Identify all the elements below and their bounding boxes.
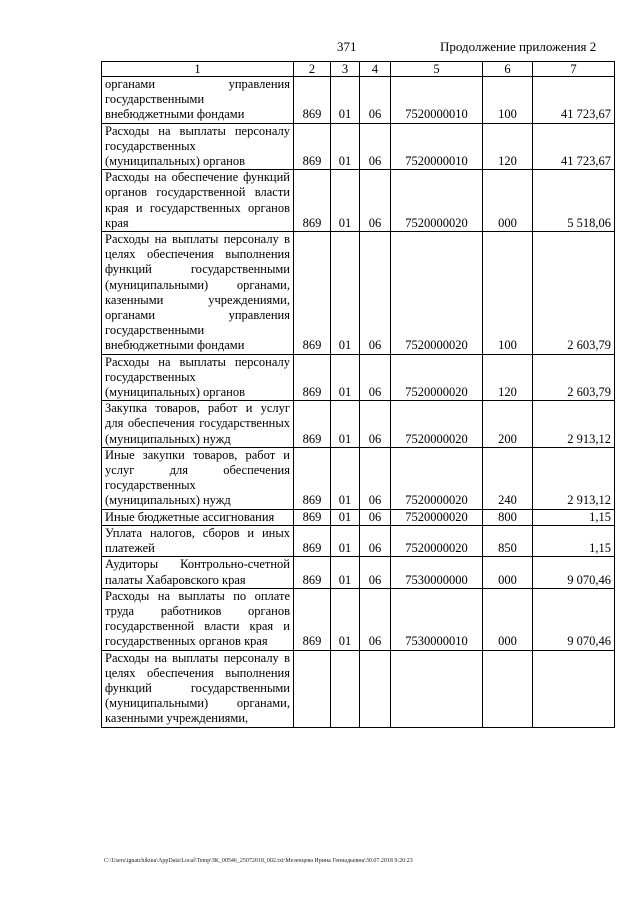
target-article-cell: 7520000020 bbox=[391, 170, 483, 232]
subsection-code-cell: 06 bbox=[360, 557, 391, 588]
expense-name-cell: Уплата налогов, сборов и иных платежей bbox=[102, 525, 294, 556]
column-header: 1 bbox=[102, 62, 294, 77]
column-header: 3 bbox=[331, 62, 360, 77]
ministry-code-cell: 869 bbox=[294, 123, 331, 170]
section-code-cell: 01 bbox=[331, 232, 360, 355]
expense-name-cell: Иные закупки товаров, работ и услуг для обеспечения государственных (муниципальных) нужд bbox=[102, 447, 294, 509]
target-article-cell: 7530000000 bbox=[391, 557, 483, 588]
target-article-cell: 7520000020 bbox=[391, 525, 483, 556]
ministry-code-cell: 869 bbox=[294, 401, 331, 448]
section-code-cell: 01 bbox=[331, 354, 360, 401]
table-row bbox=[102, 354, 615, 401]
section-code-cell: 01 bbox=[331, 77, 360, 124]
page-caption: Продолжение приложения 2 bbox=[440, 39, 597, 54]
amount-cell: 1,15 bbox=[533, 525, 615, 556]
expense-name-cell: Закупка товаров, работ и услуг для обеспечения государственных (муниципальных) нужд bbox=[102, 401, 294, 448]
table-row bbox=[102, 650, 615, 727]
ministry-code-cell: 869 bbox=[294, 354, 331, 401]
subsection-code-cell: 06 bbox=[360, 401, 391, 448]
expense-type-cell: 120 bbox=[483, 123, 533, 170]
expense-type-cell: 100 bbox=[483, 77, 533, 124]
target-article-cell: 7520000020 bbox=[391, 232, 483, 355]
subsection-code-cell: 06 bbox=[360, 123, 391, 170]
expense-type-cell: 000 bbox=[483, 170, 533, 232]
expense-name-cell: Расходы на выплаты персоналу в целях обеспечения выполнения функций государственными (муниципальными) органами, казенными учреждениями, органами управления государственными внебюджетными фондами bbox=[102, 232, 294, 355]
target-article-cell: 7530000010 bbox=[391, 588, 483, 650]
section-code-cell: 01 bbox=[331, 509, 360, 525]
expense-name-cell: Иные бюджетные ассигнования bbox=[102, 509, 294, 525]
budget-table bbox=[101, 61, 615, 728]
subsection-code-cell: 06 bbox=[360, 447, 391, 509]
expense-name-cell: органами управления государственными внебюджетными фондами bbox=[102, 77, 294, 124]
expense-name-cell: Расходы на выплаты персоналу в целях обеспечения выполнения функций государственными (муниципальными) органами, казенными учреждениями, bbox=[102, 650, 294, 727]
target-article-cell bbox=[391, 650, 483, 727]
column-header: 2 bbox=[294, 62, 331, 77]
ministry-code-cell: 869 bbox=[294, 232, 331, 355]
page-number: 371 bbox=[337, 39, 357, 54]
ministry-code-cell: 869 bbox=[294, 77, 331, 124]
table-row bbox=[102, 170, 615, 232]
expense-type-cell: 100 bbox=[483, 232, 533, 355]
section-code-cell: 01 bbox=[331, 447, 360, 509]
footer-file-path: C:\Users\ignatchikina\AppData\Local\Temp\ЗК_00546_25072018_002.txt\Мезенцева Ирина Геннадьевна\30.07.2018 9:20:23 bbox=[104, 858, 413, 864]
subsection-code-cell: 06 bbox=[360, 232, 391, 355]
table-row bbox=[102, 525, 615, 556]
ministry-code-cell: 869 bbox=[294, 557, 331, 588]
section-code-cell: 01 bbox=[331, 525, 360, 556]
target-article-cell: 7520000010 bbox=[391, 123, 483, 170]
amount-cell: 9 070,46 bbox=[533, 588, 615, 650]
expense-type-cell bbox=[483, 650, 533, 727]
section-code-cell: 01 bbox=[331, 401, 360, 448]
expense-type-cell: 000 bbox=[483, 557, 533, 588]
section-code-cell: 01 bbox=[331, 170, 360, 232]
expense-name-cell: Расходы на выплаты персоналу государственных (муниципальных) органов bbox=[102, 123, 294, 170]
expense-name-cell: Расходы на выплаты персоналу государственных (муниципальных) органов bbox=[102, 354, 294, 401]
section-code-cell: 01 bbox=[331, 123, 360, 170]
amount-cell: 2 603,79 bbox=[533, 354, 615, 401]
table-row bbox=[102, 77, 615, 124]
expense-type-cell: 000 bbox=[483, 588, 533, 650]
amount-cell: 2 913,12 bbox=[533, 401, 615, 448]
ministry-code-cell: 869 bbox=[294, 525, 331, 556]
target-article-cell: 7520000020 bbox=[391, 354, 483, 401]
column-header: 5 bbox=[391, 62, 483, 77]
expense-name-cell: Расходы на выплаты по оплате труда работников органов государственной власти края и государственных органов края bbox=[102, 588, 294, 650]
amount-cell: 5 518,06 bbox=[533, 170, 615, 232]
amount-cell: 41 723,67 bbox=[533, 123, 615, 170]
header-row bbox=[102, 62, 615, 77]
table-row bbox=[102, 232, 615, 355]
subsection-code-cell bbox=[360, 650, 391, 727]
ministry-code-cell: 869 bbox=[294, 170, 331, 232]
column-header: 7 bbox=[533, 62, 615, 77]
table-row bbox=[102, 401, 615, 448]
ministry-code-cell bbox=[294, 650, 331, 727]
table-row bbox=[102, 509, 615, 525]
amount-cell: 2 603,79 bbox=[533, 232, 615, 355]
target-article-cell: 7520000020 bbox=[391, 401, 483, 448]
subsection-code-cell: 06 bbox=[360, 509, 391, 525]
table-row bbox=[102, 588, 615, 650]
expense-type-cell: 800 bbox=[483, 509, 533, 525]
table-body bbox=[102, 77, 615, 728]
column-header: 6 bbox=[483, 62, 533, 77]
expense-type-cell: 240 bbox=[483, 447, 533, 509]
amount-cell: 2 913,12 bbox=[533, 447, 615, 509]
subsection-code-cell: 06 bbox=[360, 588, 391, 650]
section-code-cell: 01 bbox=[331, 557, 360, 588]
ministry-code-cell: 869 bbox=[294, 447, 331, 509]
target-article-cell: 7520000010 bbox=[391, 77, 483, 124]
amount-cell bbox=[533, 650, 615, 727]
amount-cell: 1,15 bbox=[533, 509, 615, 525]
expense-type-cell: 850 bbox=[483, 525, 533, 556]
amount-cell: 9 070,46 bbox=[533, 557, 615, 588]
subsection-code-cell: 06 bbox=[360, 170, 391, 232]
table-row bbox=[102, 123, 615, 170]
expense-type-cell: 200 bbox=[483, 401, 533, 448]
subsection-code-cell: 06 bbox=[360, 354, 391, 401]
table-header bbox=[102, 62, 615, 77]
subsection-code-cell: 06 bbox=[360, 77, 391, 124]
expense-type-cell: 120 bbox=[483, 354, 533, 401]
table-row bbox=[102, 447, 615, 509]
target-article-cell: 7520000020 bbox=[391, 509, 483, 525]
expense-name-cell: Расходы на обеспечение функций органов государственной власти края и государственных органов края bbox=[102, 170, 294, 232]
subsection-code-cell: 06 bbox=[360, 525, 391, 556]
section-code-cell bbox=[331, 650, 360, 727]
table-row bbox=[102, 557, 615, 588]
column-header: 4 bbox=[360, 62, 391, 77]
expense-name-cell: Аудиторы Контрольно-счетной палаты Хабаровского края bbox=[102, 557, 294, 588]
amount-cell: 41 723,67 bbox=[533, 77, 615, 124]
section-code-cell: 01 bbox=[331, 588, 360, 650]
ministry-code-cell: 869 bbox=[294, 509, 331, 525]
target-article-cell: 7520000020 bbox=[391, 447, 483, 509]
ministry-code-cell: 869 bbox=[294, 588, 331, 650]
